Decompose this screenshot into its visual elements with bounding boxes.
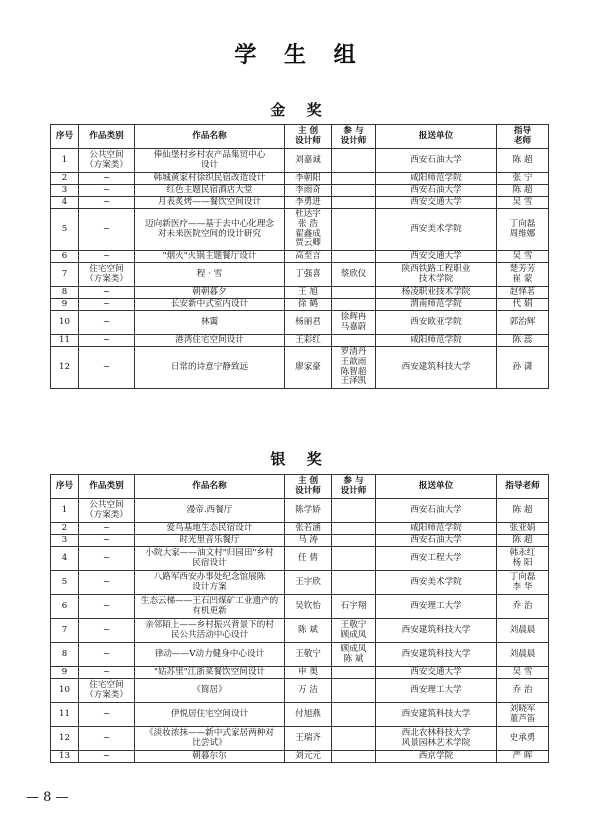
cell-advisor: 严 晖 <box>497 751 549 763</box>
header-advisor: 指导 老师 <box>497 125 549 149</box>
cell-co-designers: 蔡欣仪 <box>332 263 376 287</box>
cell-category: ~ <box>79 535 135 547</box>
cell-school: 西安美术学院 <box>376 209 497 251</box>
cell-index: 6 <box>51 251 79 263</box>
cell-school: 西安工程大学 <box>376 547 497 571</box>
header-lead-designer: 主 创 设计师 <box>285 125 332 149</box>
table-row <box>51 185 549 197</box>
cell-advisor: 陈 蕊 <box>497 335 549 347</box>
cell-advisor: 孙 潇 <box>497 347 549 389</box>
cell-lead-designer: 付旭燕 <box>285 703 332 727</box>
table-row <box>51 287 549 299</box>
table-header-row <box>51 125 549 149</box>
cell-work-title: "姑苏里"江浙菜餐饮空间设计 <box>135 667 285 679</box>
cell-co-designers <box>332 547 376 571</box>
cell-co-designers <box>332 335 376 347</box>
cell-co-designers <box>332 523 376 535</box>
cell-category: ~ <box>79 197 135 209</box>
cell-category: ~ <box>79 571 135 595</box>
cell-co-designers: 顾成凤 陈 斌 <box>332 643 376 667</box>
cell-index: 6 <box>51 595 79 619</box>
cell-index: 5 <box>51 571 79 595</box>
cell-lead-designer: 丁强喜 <box>285 263 332 287</box>
cell-category: ~ <box>79 667 135 679</box>
cell-co-designers <box>332 535 376 547</box>
silver-award-table <box>50 474 549 763</box>
cell-lead-designer: 李朝阳 <box>285 173 332 185</box>
cell-advisor: 陈 超 <box>497 499 549 523</box>
cell-category: ~ <box>79 251 135 263</box>
cell-co-designers: 罗清丹 王歆雨 陈智超 王泽凯 <box>332 347 376 389</box>
cell-co-designers <box>332 727 376 751</box>
table-row <box>51 727 549 751</box>
cell-advisor: 张 宁 <box>497 173 549 185</box>
cell-category: ~ <box>79 287 135 299</box>
cell-advisor: 代 娟 <box>497 299 549 311</box>
cell-advisor: 丁向磊 周维娜 <box>497 209 549 251</box>
cell-index: 2 <box>51 173 79 185</box>
cell-work-title: 港湾住宅空间设计 <box>135 335 285 347</box>
cell-co-designers: 石宇翔 <box>332 595 376 619</box>
cell-school: 西京学院 <box>376 751 497 763</box>
table-row <box>51 197 549 209</box>
table-header-row <box>51 475 549 499</box>
cell-advisor: 刘晨晨 <box>497 619 549 643</box>
cell-work-title: 月表炙烤——餐饮空间设计 <box>135 197 285 209</box>
table-row <box>51 751 549 763</box>
cell-school: 西安交通大学 <box>376 251 497 263</box>
cell-advisor: 郭治辉 <box>497 311 549 335</box>
cell-work-title: 八路军西安办事处纪念馆展陈 设计方案 <box>135 571 285 595</box>
cell-advisor: 张亚娟 <box>497 523 549 535</box>
cell-index: 1 <box>51 149 79 173</box>
header-index: 序号 <box>51 475 79 499</box>
cell-advisor: 丁向磊 李 华 <box>497 571 549 595</box>
cell-index: 10 <box>51 311 79 335</box>
cell-category: ~ <box>79 347 135 389</box>
cell-work-title: 伊悦居住宅空间设计 <box>135 703 285 727</box>
cell-index: 7 <box>51 619 79 643</box>
cell-work-title: 红色主题民宿酒店大堂 <box>135 185 285 197</box>
cell-work-title: 程 · 雪 <box>135 263 285 287</box>
header-advisor: 指导老师 <box>497 475 549 499</box>
cell-work-title: 《简居》 <box>135 679 285 703</box>
cell-lead-designer: 李雨奇 <box>285 185 332 197</box>
cell-advisor: 刘晓军 董芦笛 <box>497 703 549 727</box>
cell-lead-designer: 任 倩 <box>285 547 332 571</box>
table-row <box>51 499 549 523</box>
cell-school: 西安建筑科技大学 <box>376 703 497 727</box>
cell-lead-designer: 王瑞齐 <box>285 727 332 751</box>
cell-category: ~ <box>79 173 135 185</box>
table-row <box>51 335 549 347</box>
cell-advisor: 刘晨晨 <box>497 643 549 667</box>
cell-work-title: 《淡妆浓抹——新中式家居两种对 比尝试》 <box>135 727 285 751</box>
cell-co-designers <box>332 703 376 727</box>
cell-category: ~ <box>79 299 135 311</box>
cell-work-title: 亲邻陌上——乡村振兴背景下的村 民公共活动中心设计 <box>135 619 285 643</box>
cell-co-designers <box>332 667 376 679</box>
cell-category: ~ <box>79 727 135 751</box>
cell-advisor: 吴 雪 <box>497 197 549 209</box>
header-school: 报送单位 <box>376 475 497 499</box>
table-row <box>51 149 549 173</box>
table-row <box>51 311 549 335</box>
cell-school: 渭南师范学院 <box>376 299 497 311</box>
table-row <box>51 547 549 571</box>
cell-index: 12 <box>51 347 79 389</box>
cell-category: ~ <box>79 619 135 643</box>
cell-co-designers <box>332 197 376 209</box>
cell-school: 咸阳师范学院 <box>376 335 497 347</box>
header-co-designers: 参 与 设计师 <box>332 475 376 499</box>
cell-category: ~ <box>79 751 135 763</box>
cell-school: 西安石油大学 <box>376 535 497 547</box>
cell-school: 杨凌职业技术学院 <box>376 287 497 299</box>
cell-lead-designer: 刘嘉诚 <box>285 149 332 173</box>
cell-work-title: 日常的诗意宁静致远 <box>135 347 285 389</box>
table-row <box>51 523 549 535</box>
cell-lead-designer: 徐 鹤 <box>285 299 332 311</box>
cell-index: 7 <box>51 263 79 287</box>
cell-lead-designer: 李勇进 <box>285 197 332 209</box>
cell-category: ~ <box>79 209 135 251</box>
cell-co-designers <box>332 751 376 763</box>
cell-work-title: 生态云梯——王石凹煤矿工业遗产的 有机更新 <box>135 595 285 619</box>
table-row <box>51 299 549 311</box>
cell-index: 4 <box>51 197 79 209</box>
cell-co-designers <box>332 149 376 173</box>
cell-work-title: 长安新中式室内设计 <box>135 299 285 311</box>
cell-work-title: 韩城黄家村徐织民宿改造设计 <box>135 173 285 185</box>
cell-school: 西安石油大学 <box>376 149 497 173</box>
cell-work-title: 小院大家——油文村"归园田"乡村 民宿设计 <box>135 547 285 571</box>
cell-index: 9 <box>51 299 79 311</box>
cell-work-title: 朝暮尔尔 <box>135 751 285 763</box>
cell-category: ~ <box>79 335 135 347</box>
cell-category: 公共空间 （方案类） <box>79 149 135 173</box>
cell-work-title: 林霭 <box>135 311 285 335</box>
cell-school: 西安欧亚学院 <box>376 311 497 335</box>
cell-index: 12 <box>51 727 79 751</box>
cell-school: 西安石油大学 <box>376 499 497 523</box>
cell-school: 西安理工大学 <box>376 679 497 703</box>
header-category: 作品类别 <box>79 475 135 499</box>
cell-lead-designer: 王 旭 <box>285 287 332 299</box>
cell-advisor: 楚芳芳 崔 蒙 <box>497 263 549 287</box>
gold-award-title: 金 奖 <box>270 101 330 119</box>
table-row <box>51 251 549 263</box>
cell-category: 住宅空间 （方案类） <box>79 263 135 287</box>
cell-category: ~ <box>79 595 135 619</box>
cell-advisor: 吴 雪 <box>497 667 549 679</box>
table-row <box>51 679 549 703</box>
header-lead-designer: 主 创 设计师 <box>285 475 332 499</box>
cell-co-designers <box>332 571 376 595</box>
cell-work-title: 朝朝暮夕 <box>135 287 285 299</box>
cell-co-designers <box>332 287 376 299</box>
cell-advisor: 乔 治 <box>497 679 549 703</box>
header-work-title: 作品名称 <box>135 475 285 499</box>
cell-work-title: 时光里音乐餐厅 <box>135 535 285 547</box>
table-row <box>51 667 549 679</box>
table-row <box>51 571 549 595</box>
cell-co-designers <box>332 185 376 197</box>
cell-school: 西安理工大学 <box>376 595 497 619</box>
cell-lead-designer: 王敬宁 <box>285 643 332 667</box>
cell-school: 西安建筑科技大学 <box>376 347 497 389</box>
cell-co-designers <box>332 173 376 185</box>
cell-lead-designer: 马 涛 <box>285 535 332 547</box>
cell-school: 西安交通大学 <box>376 197 497 209</box>
cell-work-title: 俸仙堡村乡村农产品集贸中心 设计 <box>135 149 285 173</box>
cell-work-title: 律动——V动力健身中心设计 <box>135 643 285 667</box>
table-row <box>51 619 549 643</box>
cell-advisor: 吴 雪 <box>497 251 549 263</box>
cell-index: 1 <box>51 499 79 523</box>
cell-lead-designer: 王彩红 <box>285 335 332 347</box>
table-row <box>51 595 549 619</box>
cell-co-designers <box>332 499 376 523</box>
cell-index: 9 <box>51 667 79 679</box>
header-category: 作品类别 <box>79 125 135 149</box>
cell-advisor: 史承勇 <box>497 727 549 751</box>
cell-advisor: 陈 超 <box>497 185 549 197</box>
cell-co-designers <box>332 299 376 311</box>
table-row <box>51 173 549 185</box>
cell-index: 2 <box>51 523 79 535</box>
header-co-designers: 参 与 设计师 <box>332 125 376 149</box>
cell-lead-designer: 杜达宇 张 浩 翟鑫成 贾云卿 <box>285 209 332 251</box>
cell-advisor: 陈 超 <box>497 149 549 173</box>
cell-school: 西安建筑科技大学 <box>376 643 497 667</box>
cell-co-designers: 王敬宁 顾成凤 <box>332 619 376 643</box>
cell-lead-designer: 万 洁 <box>285 679 332 703</box>
cell-index: 5 <box>51 209 79 251</box>
table-row <box>51 535 549 547</box>
cell-category: ~ <box>79 185 135 197</box>
header-index: 序号 <box>51 125 79 149</box>
cell-index: 3 <box>51 535 79 547</box>
silver-award-title: 银 奖 <box>270 450 330 468</box>
cell-lead-designer: 陈 斌 <box>285 619 332 643</box>
cell-lead-designer: 申 奥 <box>285 667 332 679</box>
cell-co-designers <box>332 679 376 703</box>
page-number: — 8 — <box>26 790 69 805</box>
cell-index: 11 <box>51 335 79 347</box>
cell-advisor: 韩永红 杨 阳 <box>497 547 549 571</box>
cell-index: 3 <box>51 185 79 197</box>
cell-co-designers <box>332 251 376 263</box>
cell-co-designers: 徐辉冉 马嘉蔚 <box>332 311 376 335</box>
cell-lead-designer: 廖家豪 <box>285 347 332 389</box>
cell-work-title: 漫帝.西餐厅 <box>135 499 285 523</box>
cell-category: ~ <box>79 703 135 727</box>
cell-school: 陕西铁路工程职业 技术学院 <box>376 263 497 287</box>
page-title: 学 生 组 <box>234 42 366 68</box>
cell-advisor: 乔 治 <box>497 595 549 619</box>
cell-lead-designer: 刘元元 <box>285 751 332 763</box>
cell-school: 西安石油大学 <box>376 185 497 197</box>
header-school: 报送单位 <box>376 125 497 149</box>
cell-category: ~ <box>79 311 135 335</box>
cell-work-title: 迈向新医疗——基于去中心化理念 对未来医院空间的设计研究 <box>135 209 285 251</box>
gold-award-table <box>50 124 549 389</box>
cell-lead-designer: 杨丽君 <box>285 311 332 335</box>
cell-school: 咸阳师范学院 <box>376 173 497 185</box>
header-work-title: 作品名称 <box>135 125 285 149</box>
cell-advisor: 陈 超 <box>497 535 549 547</box>
cell-lead-designer: 高至言 <box>285 251 332 263</box>
cell-lead-designer: 吴钦怡 <box>285 595 332 619</box>
cell-work-title: "烟火"火锅主题餐厅设计 <box>135 251 285 263</box>
cell-advisor: 赵怿茗 <box>497 287 549 299</box>
table-row <box>51 209 549 251</box>
cell-school: 咸阳师范学院 <box>376 523 497 535</box>
cell-school: 西安建筑科技大学 <box>376 619 497 643</box>
cell-co-designers <box>332 209 376 251</box>
cell-lead-designer: 张若涵 <box>285 523 332 535</box>
cell-index: 11 <box>51 703 79 727</box>
cell-work-title: 爱鸟基地生态民宿设计 <box>135 523 285 535</box>
cell-school: 西安美术学院 <box>376 571 497 595</box>
cell-category: 住宅空间 （方案类） <box>79 679 135 703</box>
cell-lead-designer: 王宇欣 <box>285 571 332 595</box>
cell-index: 8 <box>51 643 79 667</box>
table-row <box>51 703 549 727</box>
cell-index: 10 <box>51 679 79 703</box>
cell-category: ~ <box>79 643 135 667</box>
table-row <box>51 347 549 389</box>
table-row <box>51 263 549 287</box>
table-row <box>51 643 549 667</box>
cell-school: 西安交通大学 <box>376 667 497 679</box>
cell-index: 8 <box>51 287 79 299</box>
cell-index: 13 <box>51 751 79 763</box>
cell-index: 4 <box>51 547 79 571</box>
cell-school: 西北农林科技大学 风景园林艺术学院 <box>376 727 497 751</box>
cell-lead-designer: 陈学娇 <box>285 499 332 523</box>
cell-category: ~ <box>79 523 135 535</box>
cell-category: ~ <box>79 547 135 571</box>
cell-category: 公共空间 （方案类） <box>79 499 135 523</box>
